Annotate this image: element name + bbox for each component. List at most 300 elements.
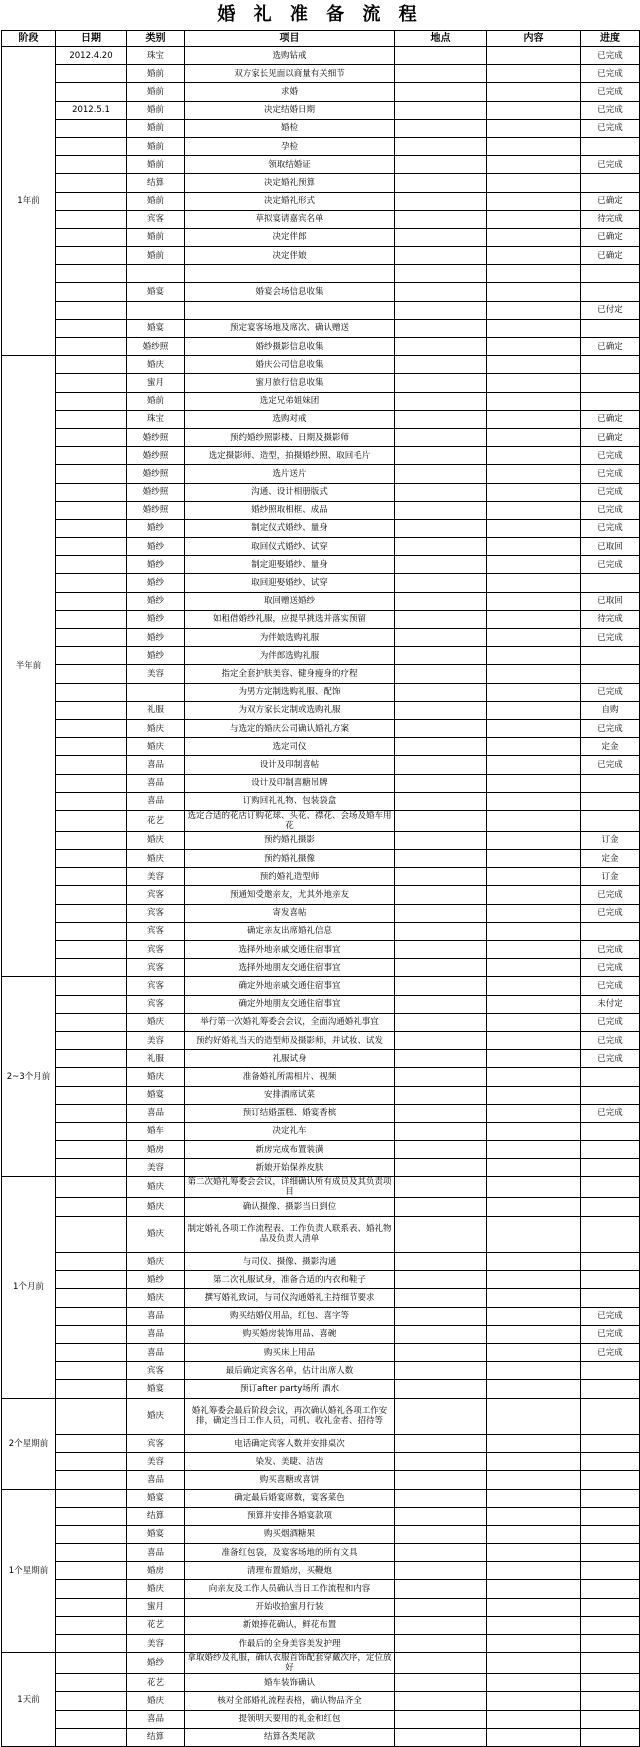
location-cell [395, 1728, 487, 1746]
item-cell: 预约婚礼摄影 [185, 831, 395, 849]
location-cell [395, 1674, 487, 1692]
date-cell [56, 1544, 127, 1562]
table-row [2, 174, 640, 192]
table-row [2, 1050, 640, 1068]
table-body [2, 47, 640, 1747]
date-cell [56, 683, 127, 701]
date-cell [56, 959, 127, 977]
content-cell [487, 1198, 581, 1216]
content-cell [487, 665, 581, 683]
location-cell [395, 1380, 487, 1398]
table-row [2, 868, 640, 886]
date-cell [56, 1216, 127, 1252]
status-cell: 已取回 [581, 538, 640, 556]
category-cell: 婚前 [127, 247, 185, 265]
content-cell [487, 1562, 581, 1580]
date-cell [56, 1104, 127, 1122]
location-cell [395, 1616, 487, 1634]
date-cell [56, 465, 127, 483]
content-cell [487, 1544, 581, 1562]
item-cell: 设计及印制喜糖吊牌 [185, 774, 395, 792]
item-cell: 制定婚礼各项工作流程表、工作负责人联系表、婚礼物品及负责人清单 [185, 1216, 395, 1252]
category-cell: 婚庆 [127, 831, 185, 849]
status-cell: 已完成 [581, 465, 640, 483]
category-cell: 宾客 [127, 210, 185, 228]
category-cell: 珠宝 [127, 410, 185, 428]
location-cell [395, 192, 487, 210]
category-cell: 婚车 [127, 1122, 185, 1140]
date-cell [56, 192, 127, 210]
date-cell [56, 538, 127, 556]
content-cell [487, 447, 581, 465]
category-cell: 婚宴 [127, 283, 185, 301]
status-cell [581, 1289, 640, 1307]
content-cell [487, 192, 581, 210]
table-row [2, 574, 640, 592]
content-cell [487, 356, 581, 374]
date-cell [56, 977, 127, 995]
category-cell: 喜品 [127, 1307, 185, 1325]
table-row [2, 1544, 640, 1562]
item-cell: 婚检 [185, 119, 395, 137]
item-cell: 订购回礼礼物、包装袋盒 [185, 792, 395, 810]
category-cell: 婚庆 [127, 356, 185, 374]
table-row [2, 137, 640, 155]
table-row [2, 610, 640, 628]
item-cell: 确定最后婚宴席数，宴客菜色 [185, 1489, 395, 1507]
location-cell [395, 941, 487, 959]
content-cell [487, 556, 581, 574]
table-row [2, 374, 640, 392]
category-cell: 婚庆 [127, 1177, 185, 1198]
item-cell: 预通知受邀亲友，尤其外地亲友 [185, 886, 395, 904]
content-cell [487, 1253, 581, 1271]
item-cell: 寄发喜帖 [185, 904, 395, 922]
status-cell: 已确定 [581, 247, 640, 265]
category-cell: 婚前 [127, 65, 185, 83]
category-cell: 喜品 [127, 756, 185, 774]
item-cell: 预约好婚礼当天的造型师及摄影师，并试妆、试发 [185, 1031, 395, 1049]
content-cell [487, 1434, 581, 1452]
item-cell: 蜜月旅行信息收集 [185, 374, 395, 392]
category-cell: 花艺 [127, 1674, 185, 1692]
item-cell: 选定摄影师、造型，拍摄婚纱照、取回毛片 [185, 447, 395, 465]
status-cell [581, 1159, 640, 1177]
category-cell: 美容 [127, 1453, 185, 1471]
location-cell [395, 1562, 487, 1580]
location-cell [395, 465, 487, 483]
date-cell [56, 301, 127, 319]
item-cell: 购买喜糖或喜饼 [185, 1471, 395, 1489]
date-cell [56, 738, 127, 756]
category-cell: 蜜月 [127, 1598, 185, 1616]
location-cell [395, 247, 487, 265]
stage-cell: 2~3个月前 [2, 977, 56, 1177]
table-row [2, 338, 640, 356]
status-cell: 已完成 [581, 101, 640, 119]
location-cell [395, 410, 487, 428]
table-row [2, 356, 640, 374]
category-cell: 花艺 [127, 1616, 185, 1634]
content-cell [487, 283, 581, 301]
content-cell [487, 1598, 581, 1616]
stage-cell: 1天前 [2, 1653, 56, 1747]
content-cell [487, 629, 581, 647]
table-row [2, 647, 640, 665]
status-cell [581, 1122, 640, 1140]
item-cell: 沟通、设计相册版式 [185, 483, 395, 501]
content-cell [487, 228, 581, 246]
location-cell [395, 1343, 487, 1361]
location-cell [395, 774, 487, 792]
date-cell [56, 137, 127, 155]
item-cell: 拿取婚纱及礼服，确认衣服首饰配套穿戴次序，定位放好 [185, 1653, 395, 1674]
status-cell: 已完成 [581, 556, 640, 574]
location-cell [395, 428, 487, 446]
date-cell [56, 1489, 127, 1507]
status-cell: 已完成 [581, 977, 640, 995]
location-cell [395, 868, 487, 886]
item-cell: 确定外地朋友交通住宿事宜 [185, 995, 395, 1013]
item-cell: 指定全套护肤美容、健身瘦身的疗程 [185, 665, 395, 683]
category-cell: 婚纱 [127, 1271, 185, 1289]
category-cell: 婚纱 [127, 592, 185, 610]
table-row [2, 1159, 640, 1177]
content-cell [487, 210, 581, 228]
status-cell [581, 1380, 640, 1398]
content-cell [487, 738, 581, 756]
date-cell [56, 338, 127, 356]
item-cell: 结算各类尾款 [185, 1728, 395, 1746]
category-cell: 婚庆 [127, 1013, 185, 1031]
table-row [2, 1728, 640, 1746]
content-cell [487, 1159, 581, 1177]
table-row [2, 47, 640, 65]
location-cell [395, 392, 487, 410]
table-row [2, 1653, 640, 1674]
date-cell: 2012.4.20 [56, 47, 127, 65]
date-cell [56, 868, 127, 886]
item-cell: 染发、美睫、洁齿 [185, 1453, 395, 1471]
table-row [2, 1253, 640, 1271]
category-cell: 婚前 [127, 119, 185, 137]
date-cell [56, 719, 127, 737]
status-cell: 已完成 [581, 119, 640, 137]
table-row [2, 1086, 640, 1104]
content-cell [487, 1343, 581, 1361]
category-cell [127, 265, 185, 283]
item-cell: 购买床上用品 [185, 1343, 395, 1361]
table-row [2, 1307, 640, 1325]
item-cell: 清理布置婚房，买鞭炮 [185, 1562, 395, 1580]
content-cell [487, 850, 581, 868]
status-cell: 已完成 [581, 447, 640, 465]
table-row [2, 428, 640, 446]
category-cell: 宾客 [127, 959, 185, 977]
item-cell: 婚宴会场信息收集 [185, 283, 395, 301]
content-cell [487, 831, 581, 849]
item-cell: 与司仪、摄像、摄影沟通 [185, 1253, 395, 1271]
table-row [2, 886, 640, 904]
location-cell [395, 1325, 487, 1343]
date-cell [56, 1289, 127, 1307]
stage-cell: 2个星期前 [2, 1398, 56, 1489]
table-row [2, 519, 640, 537]
date-cell [56, 1710, 127, 1728]
location-cell [395, 1104, 487, 1122]
status-cell [581, 1253, 640, 1271]
category-cell: 宾客 [127, 995, 185, 1013]
item-cell: 安排酒席试菜 [185, 1086, 395, 1104]
content-cell [487, 483, 581, 501]
date-cell [56, 1580, 127, 1598]
column-header: 阶段 [2, 31, 56, 47]
location-cell [395, 1362, 487, 1380]
content-cell [487, 1380, 581, 1398]
table-row [2, 941, 640, 959]
content-cell [487, 959, 581, 977]
content-cell [487, 137, 581, 155]
status-cell [581, 665, 640, 683]
location-cell [395, 1580, 487, 1598]
category-cell: 美容 [127, 665, 185, 683]
date-cell [56, 665, 127, 683]
item-cell: 购买烟酒糖果 [185, 1525, 395, 1543]
category-cell: 婚庆 [127, 1216, 185, 1252]
item-cell: 制定仪式婚纱、量身 [185, 519, 395, 537]
stage-cell: 半年前 [2, 356, 56, 977]
location-cell [395, 47, 487, 65]
status-cell [581, 1489, 640, 1507]
table-row [2, 265, 640, 283]
location-cell [395, 831, 487, 849]
status-cell: 已完成 [581, 519, 640, 537]
status-cell [581, 1068, 640, 1086]
table-row [2, 1362, 640, 1380]
content-cell [487, 119, 581, 137]
category-cell: 婚纱 [127, 647, 185, 665]
location-cell [395, 1544, 487, 1562]
item-cell [185, 265, 395, 283]
item-cell: 确认摄像、摄影当日到位 [185, 1198, 395, 1216]
status-cell: 已确定 [581, 338, 640, 356]
location-cell [395, 738, 487, 756]
table-row [2, 1453, 640, 1471]
category-cell: 宾客 [127, 904, 185, 922]
content-cell [487, 319, 581, 337]
item-cell: 预约婚礼摄像 [185, 850, 395, 868]
date-cell [56, 592, 127, 610]
status-cell: 已完成 [581, 959, 640, 977]
status-cell [581, 774, 640, 792]
location-cell [395, 701, 487, 719]
table-row [2, 810, 640, 831]
category-cell: 婚前 [127, 392, 185, 410]
item-cell: 选购钻戒 [185, 47, 395, 65]
category-cell: 宾客 [127, 886, 185, 904]
table-row [2, 1580, 640, 1598]
item-cell: 决定伴娘 [185, 247, 395, 265]
date-cell [56, 65, 127, 83]
category-cell: 美容 [127, 1159, 185, 1177]
column-header: 地点 [395, 31, 487, 47]
table-row [2, 1325, 640, 1343]
table-row [2, 501, 640, 519]
location-cell [395, 83, 487, 101]
item-cell: 领取结婚证 [185, 156, 395, 174]
item-cell: 选择外地朋友交通住宿事宜 [185, 959, 395, 977]
item-cell: 婚纱照取相框、成品 [185, 501, 395, 519]
date-cell [56, 810, 127, 831]
location-cell [395, 374, 487, 392]
location-cell [395, 850, 487, 868]
status-cell [581, 1177, 640, 1198]
date-cell [56, 610, 127, 628]
category-cell: 婚庆 [127, 738, 185, 756]
location-cell [395, 137, 487, 155]
status-cell: 已完成 [581, 47, 640, 65]
column-header: 进度 [581, 31, 640, 47]
item-cell: 确定外地亲戚交通住宿事宜 [185, 977, 395, 995]
table-row [2, 831, 640, 849]
table-row [2, 1380, 640, 1398]
date-cell [56, 447, 127, 465]
date-cell [56, 1616, 127, 1634]
category-cell: 婚前 [127, 83, 185, 101]
status-cell: 定金 [581, 738, 640, 756]
category-cell: 宾客 [127, 922, 185, 940]
date-cell [56, 1086, 127, 1104]
content-cell [487, 301, 581, 319]
status-cell: 已完成 [581, 1050, 640, 1068]
content-cell [487, 1616, 581, 1634]
location-cell [395, 519, 487, 537]
category-cell: 婚庆 [127, 1398, 185, 1434]
content-cell [487, 338, 581, 356]
status-cell [581, 1216, 640, 1252]
item-cell: 提领明天要用的礼金和红包 [185, 1710, 395, 1728]
category-cell: 婚宴 [127, 1086, 185, 1104]
table-row [2, 1598, 640, 1616]
category-cell: 婚纱 [127, 1653, 185, 1674]
item-cell: 决定婚礼形式 [185, 192, 395, 210]
item-cell: 购买婚房装饰用品、喜碗 [185, 1325, 395, 1343]
location-cell [395, 1122, 487, 1140]
status-cell [581, 1362, 640, 1380]
item-cell: 求婚 [185, 83, 395, 101]
item-cell: 第二次礼服试身，准备合适的内衣和鞋子 [185, 1271, 395, 1289]
content-cell [487, 1122, 581, 1140]
sheet-title: 婚 礼 准 备 流 程 [217, 4, 423, 25]
category-cell: 婚庆 [127, 850, 185, 868]
category-cell: 喜品 [127, 1104, 185, 1122]
location-cell [395, 719, 487, 737]
table-row [2, 1507, 640, 1525]
content-cell [487, 1398, 581, 1434]
status-cell [581, 792, 640, 810]
content-cell [487, 1471, 581, 1489]
category-cell: 花艺 [127, 810, 185, 831]
content-cell [487, 1653, 581, 1674]
content-cell [487, 1362, 581, 1380]
item-cell: 选定合适的花店订购花球、头花、襟花、会场及婚车用花 [185, 810, 395, 831]
content-cell [487, 1086, 581, 1104]
status-cell: 定金 [581, 850, 640, 868]
table-row [2, 719, 640, 737]
content-cell [487, 265, 581, 283]
date-cell [56, 1198, 127, 1216]
category-cell: 婚纱 [127, 538, 185, 556]
date-cell [56, 1653, 127, 1674]
status-cell: 已完成 [581, 1325, 640, 1343]
item-cell: 新房完成布置装潢 [185, 1141, 395, 1159]
status-cell: 已完成 [581, 904, 640, 922]
status-cell: 已完成 [581, 83, 640, 101]
content-cell [487, 1307, 581, 1325]
category-cell: 婚庆 [127, 1580, 185, 1598]
item-cell: 决定伴郎 [185, 228, 395, 246]
location-cell [395, 1653, 487, 1674]
category-cell: 喜品 [127, 1325, 185, 1343]
content-cell [487, 574, 581, 592]
status-cell: 已完成 [581, 719, 640, 737]
table-row [2, 1216, 640, 1252]
status-cell [581, 1141, 640, 1159]
category-cell: 婚庆 [127, 1198, 185, 1216]
date-cell [56, 1122, 127, 1140]
category-cell: 婚宴 [127, 1380, 185, 1398]
item-cell: 为双方家长定制或选购礼服 [185, 701, 395, 719]
item-cell: 撰写婚礼致词，与司仪沟通婚礼主持细节要求 [185, 1289, 395, 1307]
location-cell [395, 592, 487, 610]
content-cell [487, 1525, 581, 1543]
item-cell: 选购对戒 [185, 410, 395, 428]
status-cell [581, 283, 640, 301]
table-row [2, 1525, 640, 1543]
location-cell [395, 629, 487, 647]
stage-cell: 1个星期前 [2, 1489, 56, 1653]
status-cell [581, 1525, 640, 1543]
location-cell [395, 1253, 487, 1271]
table-row [2, 1489, 640, 1507]
status-cell [581, 1507, 640, 1525]
table-row [2, 228, 640, 246]
category-cell: 喜品 [127, 792, 185, 810]
content-cell [487, 465, 581, 483]
location-cell [395, 156, 487, 174]
status-cell [581, 265, 640, 283]
location-cell [395, 1489, 487, 1507]
status-cell: 已完成 [581, 1307, 640, 1325]
status-cell: 已完成 [581, 501, 640, 519]
item-cell: 设计及印制喜帖 [185, 756, 395, 774]
location-cell [395, 447, 487, 465]
item-cell: 确定亲友出席婚礼信息 [185, 922, 395, 940]
category-cell: 婚纱 [127, 629, 185, 647]
location-cell [395, 301, 487, 319]
location-cell [395, 792, 487, 810]
item-cell: 决定结婚日期 [185, 101, 395, 119]
content-cell [487, 519, 581, 537]
content-cell [487, 1013, 581, 1031]
category-cell: 结算 [127, 174, 185, 192]
status-cell: 已确定 [581, 410, 640, 428]
date-cell [56, 1068, 127, 1086]
category-cell: 蜜月 [127, 374, 185, 392]
table-row [2, 1616, 640, 1634]
content-cell [487, 995, 581, 1013]
location-cell [395, 501, 487, 519]
